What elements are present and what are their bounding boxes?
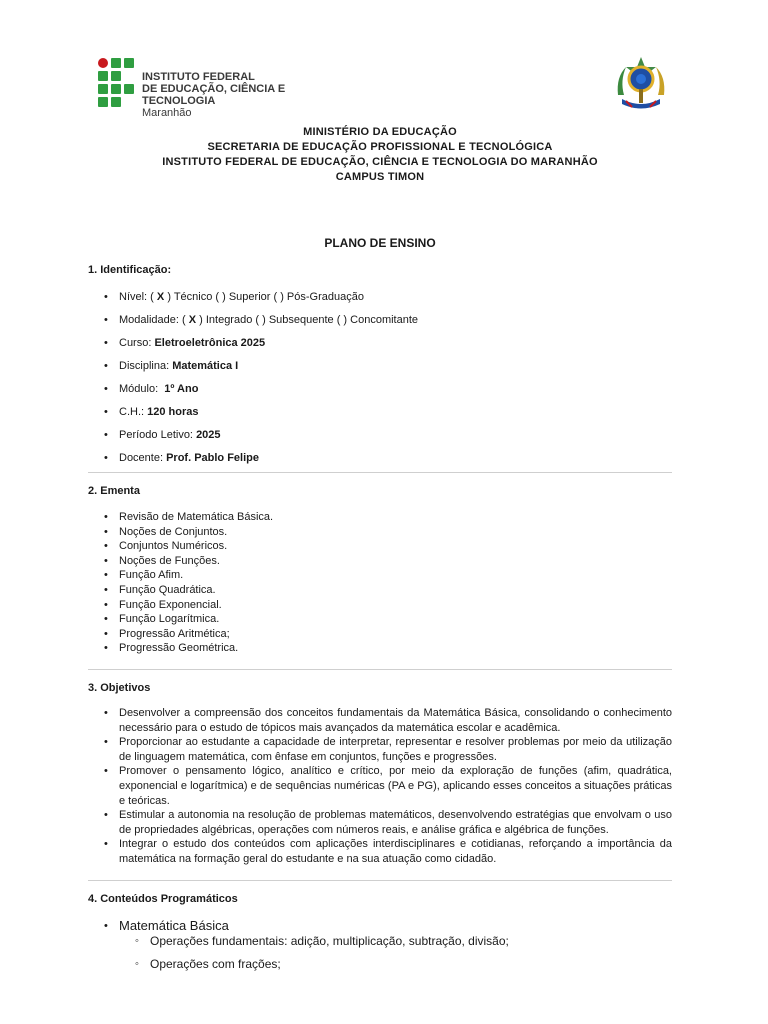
sub-list bbox=[119, 934, 672, 971]
list-item: • Função Logarítmica. bbox=[104, 612, 672, 627]
list-item: • Estimular a autonomia na resolução de problemas matemáticos, desenvolvendo estratégias que envolvam o uso de propriedades algébricas, operações com números reais, e análise gráfica e algébrica de funções. bbox=[104, 808, 672, 837]
list-item: • Função Quadrática. bbox=[104, 583, 672, 598]
list-item: • Progressão Aritmética; bbox=[104, 627, 672, 642]
header-campus: CAMPUS TIMON bbox=[335, 171, 425, 183]
objetivos-list bbox=[104, 706, 672, 867]
section-divider bbox=[88, 880, 672, 881]
list-item: • Função Exponencial. bbox=[104, 598, 672, 613]
list-item: • Noções de Funções. bbox=[104, 554, 672, 569]
institution-logo bbox=[98, 58, 358, 119]
section-divider bbox=[88, 669, 672, 670]
sub-list-item: ◦ Operações fundamentais: adição, multiplicação, subtração, divisão; bbox=[135, 934, 672, 948]
section-title-objetivos: 3. Objetivos bbox=[88, 682, 151, 694]
conteudos-list bbox=[104, 918, 672, 980]
section-divider bbox=[88, 472, 672, 473]
sub-list-item: ◦ Operações com frações; bbox=[135, 957, 672, 971]
topic-label: Matemática Básica bbox=[119, 918, 229, 933]
section-title-ementa: 2. Ementa bbox=[88, 485, 140, 497]
list-item: • Função Afim. bbox=[104, 568, 672, 583]
logo-grid-icon bbox=[98, 58, 136, 106]
header-institute: INSTITUTO FEDERAL DE EDUCAÇÃO, CIÊNCIA E TECNOLOGIA DO MARANHÃO bbox=[162, 156, 598, 168]
list-item: • Progressão Geométrica. bbox=[104, 641, 672, 656]
ementa-list bbox=[104, 510, 672, 656]
list-item: • Integrar o estudo dos conteúdos com aplicações interdisciplinares e cotidianas, reforçando a importância da matemática na formação geral do estudante e na sua atuação como cidadão. bbox=[104, 837, 672, 866]
list-item-modulo: • Módulo: 1º Ano bbox=[104, 382, 672, 405]
list-item-disciplina: • Disciplina: Matemática I bbox=[104, 359, 672, 382]
document-header bbox=[88, 125, 672, 185]
list-item: • Conjuntos Numéricos. bbox=[104, 539, 672, 554]
list-item-modalidade: • Modalidade: ( X ) Integrado ( ) Subsequente ( ) Concomitante bbox=[104, 313, 672, 336]
list-item-nivel: • Nível: ( X ) Técnico ( ) Superior ( ) Pós-Graduação bbox=[104, 290, 672, 313]
list-item-periodo: • Período Letivo: 2025 bbox=[104, 428, 672, 451]
header-ministry: MINISTÉRIO DA EDUCAÇÃO bbox=[303, 126, 457, 138]
list-item: • Revisão de Matemática Básica. bbox=[104, 510, 672, 525]
list-item-curso: • Curso: Eletroeletrônica 2025 bbox=[104, 336, 672, 359]
section-title-identificacao: 1. Identificação: bbox=[88, 264, 172, 276]
section-title-conteudos: 4. Conteúdos Programáticos bbox=[88, 893, 238, 905]
brasil-coat-of-arms-icon bbox=[612, 55, 670, 113]
list-item-topic bbox=[104, 918, 672, 971]
list-item: • Noções de Conjuntos. bbox=[104, 525, 672, 540]
identificacao-list bbox=[104, 290, 672, 474]
list-item-docente: • Docente: Prof. Pablo Felipe bbox=[104, 451, 672, 474]
logo-text bbox=[142, 71, 358, 119]
document-title: PLANO DE ENSINO bbox=[324, 236, 436, 250]
logo-line-2: DE EDUCAÇÃO, CIÊNCIA E TECNOLOGIA bbox=[142, 83, 286, 107]
list-item-ch: • C.H.: 120 horas bbox=[104, 405, 672, 428]
list-item: • Proporcionar ao estudante a capacidade de interpretar, representar e resolver problemas por meio da utilização de linguagem matemática, com ênfase em conjuntos, funções e progressões. bbox=[104, 735, 672, 764]
header-secretariat: SECRETARIA DE EDUCAÇÃO PROFISSIONAL E TECNOLÓGICA bbox=[207, 141, 553, 153]
logo-line-1: INSTITUTO FEDERAL bbox=[142, 71, 255, 83]
list-item: • Desenvolver a compreensão dos conceitos fundamentais da Matemática Básica, consolidando o conhecimento necessário para o estudo de tópicos mais avançados da matemática escolar e acadêmica. bbox=[104, 706, 672, 735]
list-item: • Promover o pensamento lógico, analítico e crítico, por meio da exploração de funções (afim, quadrática, exponencial e logarítmica) e de sequências numéricas (PA e PG), aplicando esses conceitos a situações práticas e teóricas. bbox=[104, 764, 672, 808]
logo-line-3: Maranhão bbox=[142, 107, 192, 119]
